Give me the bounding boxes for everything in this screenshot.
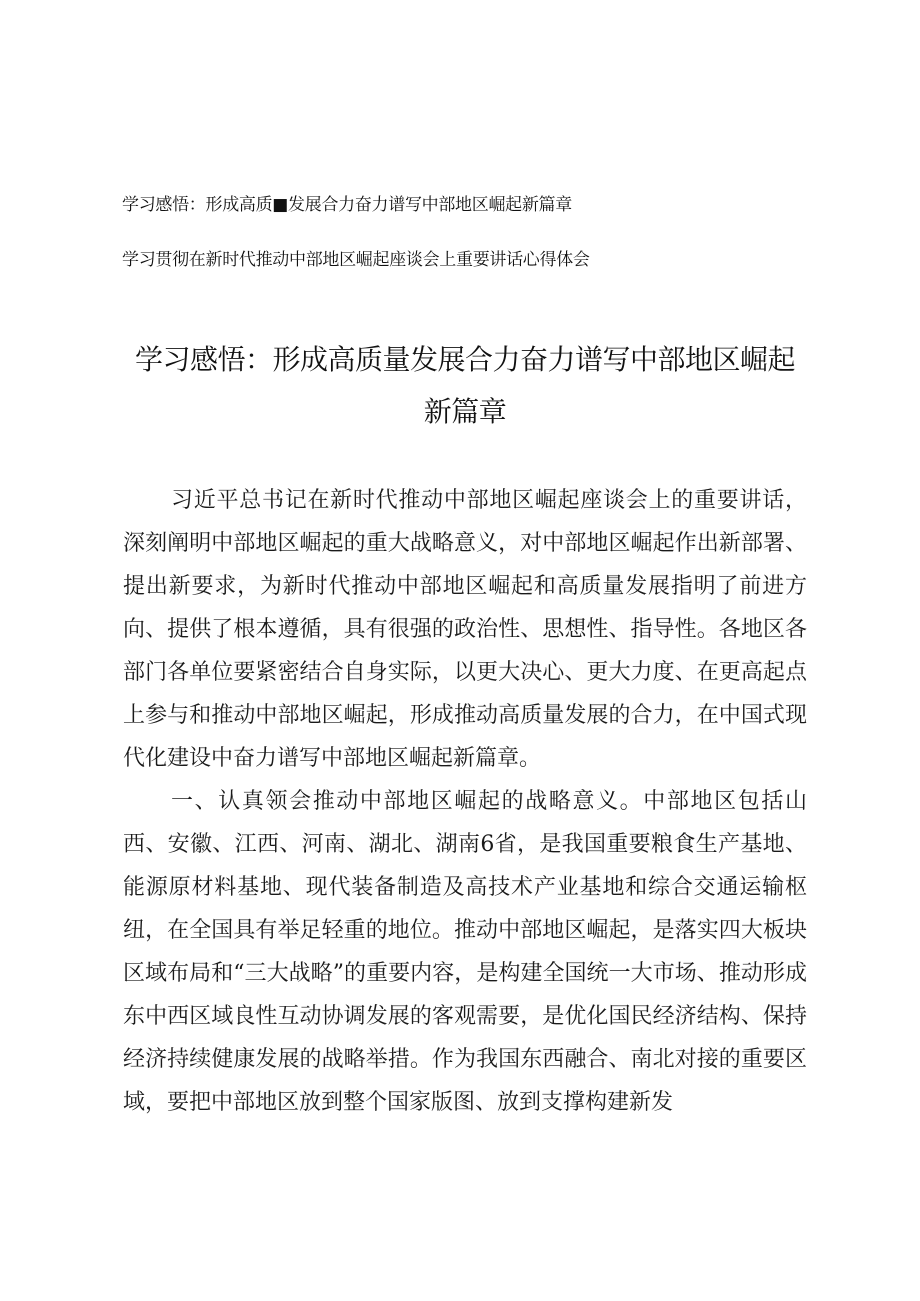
- article-title: [120, 334, 810, 438]
- body-paragraph-2: 一、认真领会推动中部地区崛起的战略意义。中部地区包括山西、安徽、江西、河南、湖北、湖南6省，是我国重要粮食生产基地、能源原材料基地、现代装备制造及高技术产业基地和综合交通运输枢纽，在全国具有举足轻重的地位。推动中部地区崛起，是落实四大板块区域布局和“三大战略”的重要内容，是构建全国统一大市场、推动形成东中西区域良性互动协调发展的客观需要，是优化国民经济结构、保持经济持续健康发展的战略举措。作为我国东西融合、南北对接的重要区域，要把中部地区放到整个国家版图、放到支撑构建新发: [123, 789, 807, 1115]
- article-title-line-2: 新篇章: [423, 395, 507, 428]
- header-title-line: 学习感悟：形成高质■发展合力奋力谱写中部地区崛起新篇章: [122, 195, 572, 215]
- article-title-line-1: 学习感悟：形成高质量发展合力奋力谱写中部地区崛起: [134, 343, 795, 376]
- header-subtitle-line: 学习贯彻在新时代推动中部地区崛起座谈会上重要讲话心得体会: [122, 250, 590, 270]
- article-body: [123, 479, 807, 1124]
- body-paragraph-1: 习近平总书记在新时代推动中部地区崛起座谈会上的重要讲话，深刻阐明中部地区崛起的重大战略意义，对中部地区崛起作出新部署、提出新要求，为新时代推动中部地区崛起和高质量发展指明了前进方向、提供了根本遵循，具有很强的政治性、思想性、指导性。各地区各部门各单位要紧密结合自身实际，以更大决心、更大力度、在更高起点上参与和推动中部地区崛起，形成推动高质量发展的合力，在中国式现代化建设中奋力谱写中部地区崛起新篇章。: [123, 488, 807, 771]
